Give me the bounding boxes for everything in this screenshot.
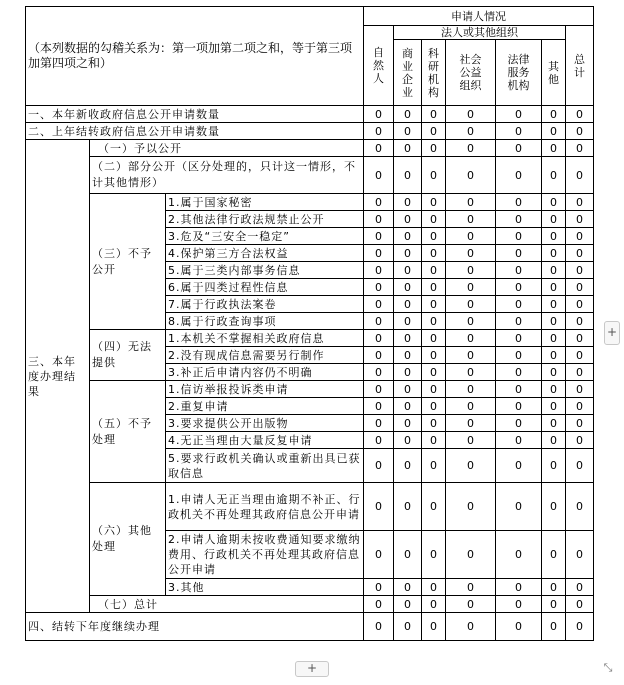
value-cell: 0 — [394, 313, 422, 330]
value-cell: 0 — [394, 347, 422, 364]
value-cell: 0 — [446, 194, 496, 211]
row-label: 8.属于行政查询事项 — [166, 313, 364, 330]
value-cell: 0 — [542, 313, 566, 330]
table-row — [26, 483, 594, 531]
row-label: 二、上年结转政府信息公开申请数量 — [26, 123, 364, 140]
value-cell: 0 — [542, 123, 566, 140]
value-cell: 0 — [364, 579, 394, 596]
value-cell: 0 — [542, 279, 566, 296]
value-cell: 0 — [542, 531, 566, 579]
value-cell: 0 — [364, 140, 394, 157]
row-label: 四、结转下年度继续办理 — [26, 613, 364, 641]
row-label: 2.重复申请 — [166, 398, 364, 415]
header-public-welfare: 社会公益组织 — [446, 40, 496, 106]
table-row — [26, 140, 594, 157]
table-row — [26, 596, 594, 613]
value-cell: 0 — [446, 449, 496, 483]
value-cell: 0 — [566, 432, 594, 449]
row-label: 2.申请人逾期未按收费通知要求缴纳费用、行政机关不再处理其政府信息公开申请 — [166, 531, 364, 579]
value-cell: 0 — [446, 279, 496, 296]
value-cell: 0 — [422, 381, 446, 398]
value-cell: 0 — [566, 140, 594, 157]
value-cell: 0 — [422, 313, 446, 330]
value-cell: 0 — [422, 415, 446, 432]
value-cell: 0 — [542, 398, 566, 415]
row-label: （七）总计 — [90, 596, 364, 613]
value-cell: 0 — [566, 347, 594, 364]
value-cell: 0 — [566, 262, 594, 279]
value-cell: 0 — [394, 157, 422, 194]
value-cell: 0 — [364, 613, 394, 641]
row-label: （一）予以公开 — [90, 140, 364, 157]
table-row — [26, 106, 594, 123]
value-cell: 0 — [394, 140, 422, 157]
value-cell: 0 — [496, 157, 542, 194]
value-cell: 0 — [566, 449, 594, 483]
value-cell: 0 — [422, 364, 446, 381]
value-cell: 0 — [566, 381, 594, 398]
header-research: 科研机构 — [422, 40, 446, 106]
value-cell: 0 — [566, 330, 594, 347]
value-cell: 0 — [394, 613, 422, 641]
section-label: 三、本年度办理结果 — [26, 140, 90, 613]
value-cell: 0 — [542, 579, 566, 596]
value-cell: 0 — [422, 228, 446, 245]
value-cell: 0 — [364, 531, 394, 579]
row-label: 1.本机关不掌握相关政府信息 — [166, 330, 364, 347]
value-cell: 0 — [542, 106, 566, 123]
value-cell: 0 — [394, 296, 422, 313]
value-cell: 0 — [566, 296, 594, 313]
value-cell: 0 — [446, 123, 496, 140]
header-natural-person: 自然人 — [364, 26, 394, 106]
value-cell: 0 — [496, 279, 542, 296]
value-cell: 0 — [446, 531, 496, 579]
value-cell: 0 — [422, 296, 446, 313]
value-cell: 0 — [364, 313, 394, 330]
value-cell: 0 — [542, 211, 566, 228]
value-cell: 0 — [394, 279, 422, 296]
value-cell: 0 — [422, 330, 446, 347]
value-cell: 0 — [422, 211, 446, 228]
value-cell: 0 — [542, 449, 566, 483]
value-cell: 0 — [446, 211, 496, 228]
value-cell: 0 — [542, 415, 566, 432]
value-cell: 0 — [422, 194, 446, 211]
value-cell: 0 — [394, 194, 422, 211]
value-cell: 0 — [422, 449, 446, 483]
value-cell: 0 — [566, 245, 594, 262]
value-cell: 0 — [422, 157, 446, 194]
value-cell: 0 — [422, 596, 446, 613]
value-cell: 0 — [422, 279, 446, 296]
header-other: 其他 — [542, 40, 566, 106]
value-cell: 0 — [542, 245, 566, 262]
value-cell: 0 — [542, 432, 566, 449]
value-cell: 0 — [566, 228, 594, 245]
value-cell: 0 — [566, 531, 594, 579]
value-cell: 0 — [542, 140, 566, 157]
value-cell: 0 — [446, 415, 496, 432]
value-cell: 0 — [394, 330, 422, 347]
value-cell: 0 — [446, 381, 496, 398]
value-cell: 0 — [364, 296, 394, 313]
value-cell: 0 — [496, 531, 542, 579]
value-cell: 0 — [446, 157, 496, 194]
row-label: 7.属于行政执法案卷 — [166, 296, 364, 313]
value-cell: 0 — [566, 483, 594, 531]
value-cell: 0 — [446, 140, 496, 157]
value-cell: 0 — [364, 262, 394, 279]
row-label: 3.要求提供公开出版物 — [166, 415, 364, 432]
value-cell: 0 — [446, 613, 496, 641]
value-cell: 0 — [496, 228, 542, 245]
value-cell: 0 — [446, 364, 496, 381]
value-cell: 0 — [364, 449, 394, 483]
value-cell: 0 — [394, 106, 422, 123]
group-label: （六）其他处理 — [90, 483, 166, 596]
value-cell: 0 — [394, 449, 422, 483]
value-cell: 0 — [566, 579, 594, 596]
value-cell: 0 — [394, 531, 422, 579]
value-cell: 0 — [394, 398, 422, 415]
value-cell: 0 — [422, 483, 446, 531]
value-cell: 0 — [496, 140, 542, 157]
value-cell: 0 — [446, 579, 496, 596]
value-cell: 0 — [364, 330, 394, 347]
row-label: 3.其他 — [166, 579, 364, 596]
value-cell: 0 — [422, 347, 446, 364]
value-cell: 0 — [542, 364, 566, 381]
value-cell: 0 — [496, 245, 542, 262]
value-cell: 0 — [394, 596, 422, 613]
value-cell: 0 — [446, 296, 496, 313]
value-cell: 0 — [422, 123, 446, 140]
value-cell: 0 — [496, 381, 542, 398]
value-cell: 0 — [496, 262, 542, 279]
add-column-button[interactable]: + — [604, 321, 620, 345]
value-cell: 0 — [446, 330, 496, 347]
value-cell: 0 — [446, 347, 496, 364]
value-cell: 0 — [446, 432, 496, 449]
value-cell: 0 — [496, 613, 542, 641]
value-cell: 0 — [422, 245, 446, 262]
value-cell: 0 — [446, 262, 496, 279]
value-cell: 0 — [542, 296, 566, 313]
value-cell: 0 — [446, 106, 496, 123]
value-cell: 0 — [446, 596, 496, 613]
row-label: 6.属于四类过程性信息 — [166, 279, 364, 296]
value-cell: 0 — [496, 398, 542, 415]
row-label: 4.无正当理由大量反复申请 — [166, 432, 364, 449]
row-label: 3.补正后申请内容仍不明确 — [166, 364, 364, 381]
row-label: 1.申请人无正当理由逾期不补正、行政机关不再处理其政府信息公开申请 — [166, 483, 364, 531]
value-cell: 0 — [446, 313, 496, 330]
value-cell: 0 — [566, 279, 594, 296]
value-cell: 0 — [394, 262, 422, 279]
value-cell: 0 — [542, 613, 566, 641]
value-cell: 0 — [496, 596, 542, 613]
disclosure-table — [25, 6, 594, 641]
value-cell: 0 — [364, 228, 394, 245]
value-cell: 0 — [496, 364, 542, 381]
value-cell: 0 — [422, 106, 446, 123]
table-row — [26, 194, 594, 211]
value-cell: 0 — [496, 449, 542, 483]
value-cell: 0 — [364, 347, 394, 364]
header-applicant-situation: 申请人情况 — [364, 7, 594, 26]
value-cell: 0 — [566, 596, 594, 613]
add-row-button[interactable]: + — [295, 661, 329, 677]
value-cell: 0 — [446, 245, 496, 262]
value-cell: 0 — [566, 106, 594, 123]
row-label: 1.信访举报投诉类申请 — [166, 381, 364, 398]
value-cell: 0 — [422, 531, 446, 579]
group-label: （四）无法提供 — [90, 330, 166, 381]
row-label: 2.没有现成信息需要另行制作 — [166, 347, 364, 364]
value-cell: 0 — [364, 415, 394, 432]
value-cell: 0 — [542, 228, 566, 245]
value-cell: 0 — [496, 483, 542, 531]
value-cell: 0 — [446, 398, 496, 415]
value-cell: 0 — [364, 381, 394, 398]
header-total: 总计 — [566, 26, 594, 106]
value-cell: 0 — [542, 262, 566, 279]
value-cell: 0 — [364, 279, 394, 296]
row-label: 一、本年新收政府信息公开申请数量 — [26, 106, 364, 123]
value-cell: 0 — [566, 364, 594, 381]
value-cell: 0 — [542, 330, 566, 347]
table-row — [26, 123, 594, 140]
value-cell: 0 — [422, 398, 446, 415]
value-cell: 0 — [496, 313, 542, 330]
header-legal-service: 法律服务机构 — [496, 40, 542, 106]
value-cell: 0 — [394, 483, 422, 531]
value-cell: 0 — [496, 123, 542, 140]
value-cell: 0 — [566, 313, 594, 330]
row-label: 5.要求行政机关确认或重新出具已获取信息 — [166, 449, 364, 483]
value-cell: 0 — [364, 194, 394, 211]
value-cell: 0 — [542, 347, 566, 364]
value-cell: 0 — [496, 194, 542, 211]
value-cell: 0 — [566, 211, 594, 228]
value-cell: 0 — [542, 483, 566, 531]
value-cell: 0 — [446, 483, 496, 531]
value-cell: 0 — [394, 579, 422, 596]
value-cell: 0 — [566, 123, 594, 140]
value-cell: 0 — [542, 157, 566, 194]
value-cell: 0 — [422, 262, 446, 279]
value-cell: 0 — [496, 432, 542, 449]
value-cell: 0 — [566, 613, 594, 641]
value-cell: 0 — [364, 106, 394, 123]
value-cell: 0 — [446, 228, 496, 245]
value-cell: 0 — [496, 106, 542, 123]
row-label: 4.保护第三方合法权益 — [166, 245, 364, 262]
value-cell: 0 — [422, 432, 446, 449]
group-label: （五）不予处理 — [90, 381, 166, 483]
value-cell: 0 — [566, 398, 594, 415]
value-cell: 0 — [394, 211, 422, 228]
header-commercial: 商业企业 — [394, 40, 422, 106]
value-cell: 0 — [542, 194, 566, 211]
value-cell: 0 — [566, 415, 594, 432]
value-cell: 0 — [364, 398, 394, 415]
value-cell: 0 — [496, 415, 542, 432]
value-cell: 0 — [566, 157, 594, 194]
value-cell: 0 — [364, 123, 394, 140]
value-cell: 0 — [364, 432, 394, 449]
value-cell: 0 — [364, 364, 394, 381]
table-row — [26, 7, 594, 26]
value-cell: 0 — [422, 613, 446, 641]
value-cell: 0 — [496, 347, 542, 364]
value-cell: 0 — [394, 415, 422, 432]
value-cell: 0 — [394, 381, 422, 398]
resize-handle-icon[interactable]: ⤡ — [603, 661, 613, 674]
value-cell: 0 — [394, 364, 422, 381]
value-cell: 0 — [394, 432, 422, 449]
value-cell: 0 — [496, 330, 542, 347]
value-cell: 0 — [542, 381, 566, 398]
row-label: （二）部分公开（区分处理的，只计这一情形，不计其他情形） — [90, 157, 364, 194]
value-cell: 0 — [364, 211, 394, 228]
value-cell: 0 — [496, 211, 542, 228]
value-cell: 0 — [394, 123, 422, 140]
row-label: 1.属于国家秘密 — [166, 194, 364, 211]
value-cell: 0 — [496, 579, 542, 596]
value-cell: 0 — [364, 157, 394, 194]
table-row — [26, 381, 594, 398]
value-cell: 0 — [364, 483, 394, 531]
value-cell: 0 — [364, 245, 394, 262]
header-legal-or-other: 法人或其他组织 — [394, 26, 566, 40]
value-cell: 0 — [364, 596, 394, 613]
value-cell: 0 — [422, 579, 446, 596]
row-label: 5.属于三类内部事务信息 — [166, 262, 364, 279]
value-cell: 0 — [394, 228, 422, 245]
row-label: 3.危及“三安全一稳定” — [166, 228, 364, 245]
row-label: 2.其他法律行政法规禁止公开 — [166, 211, 364, 228]
table-row — [26, 157, 594, 194]
group-label: （三）不予公开 — [90, 194, 166, 330]
table-row — [26, 613, 594, 641]
value-cell: 0 — [422, 140, 446, 157]
value-cell: 0 — [566, 194, 594, 211]
value-cell: 0 — [394, 245, 422, 262]
value-cell: 0 — [496, 296, 542, 313]
table-row — [26, 330, 594, 347]
header-note: （本列数据的勾稽关系为：第一项加第二项之和，等于第三项加第四项之和） — [26, 7, 364, 106]
value-cell: 0 — [542, 596, 566, 613]
